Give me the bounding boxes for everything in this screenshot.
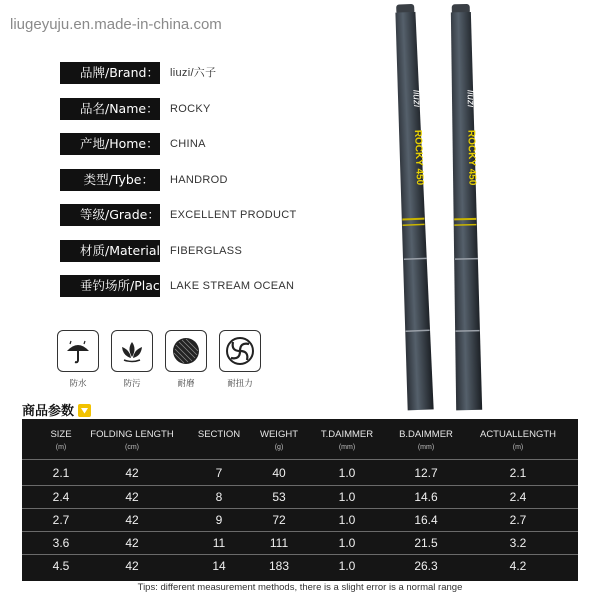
chevron-down-icon — [78, 404, 91, 417]
column-header: FOLDING LENGTH — [90, 429, 174, 440]
table-cell: 42 — [125, 466, 139, 480]
table-cell: 12.7 — [414, 466, 438, 480]
spec-row-home — [60, 133, 360, 155]
column-header: B.DAIMMER — [399, 429, 453, 440]
umbrella-icon — [57, 330, 99, 372]
table-cell: 3.6 — [52, 536, 70, 550]
table-cell: 42 — [125, 513, 139, 527]
row-divider — [22, 485, 578, 486]
spec-label: 材质/Material： — [60, 240, 160, 262]
table-cell: 2.1 — [509, 466, 527, 480]
rod-model-label: ROCKY 450 — [465, 129, 478, 186]
column-unit: (m) — [512, 444, 524, 451]
column-unit: (mm) — [338, 444, 356, 451]
params-table — [22, 419, 578, 581]
spec-label: 品牌/Brand： — [60, 62, 160, 84]
feature-wearproof — [164, 330, 208, 389]
feature-antifouling — [110, 330, 154, 389]
table-cell: 14 — [212, 559, 226, 573]
spec-row-grade — [60, 204, 360, 226]
tips-note: Tips: different measurement methods, there is a slight error is a normal range — [137, 582, 463, 593]
rod-right — [448, 4, 482, 410]
table-cell: 72 — [272, 513, 286, 527]
rod-left — [392, 4, 434, 411]
spec-value: FIBERGLASS — [170, 244, 243, 257]
spec-value: CHINA — [170, 138, 206, 150]
table-cell: 2.7 — [509, 513, 527, 527]
swirl-icon — [219, 330, 261, 372]
rod-brand-mark: liuzi — [410, 89, 423, 108]
spec-label: 类型/Tybe： — [60, 169, 160, 191]
row-divider — [22, 531, 578, 532]
column-unit: (mm) — [417, 444, 435, 451]
row-divider — [22, 508, 578, 509]
table-cell: 26.3 — [414, 559, 438, 573]
table-cell: 1.0 — [338, 536, 356, 550]
table-cell: 111 — [269, 536, 289, 550]
table-cell: 1.0 — [338, 466, 356, 480]
feature-label: 防水 — [69, 379, 87, 389]
column-header: T.DAIMMER — [320, 429, 374, 440]
watermark: liugeyuju.en.made-in-china.com — [10, 16, 222, 33]
table-cell: 2.1 — [52, 466, 70, 480]
column-unit: (g) — [274, 444, 284, 451]
table-cell: 42 — [125, 559, 139, 573]
spec-label: 品名/Name： — [60, 98, 160, 120]
table-cell: 16.4 — [414, 513, 438, 527]
feature-label: 耐磨 — [177, 379, 195, 389]
table-cell: 2.4 — [52, 490, 70, 504]
row-divider — [22, 554, 578, 555]
feature-label: 耐扭力 — [227, 379, 253, 389]
spec-row-type — [60, 169, 360, 191]
spec-row-place — [60, 275, 360, 297]
table-cell: 21.5 — [414, 536, 438, 550]
table-cell: 14.6 — [414, 490, 438, 504]
spec-label: 产地/Home： — [60, 133, 160, 155]
table-cell: 2.4 — [509, 490, 527, 504]
lotus-icon — [111, 330, 153, 372]
table-cell: 9 — [215, 513, 223, 527]
table-cell: 40 — [272, 466, 286, 480]
feature-torsion — [218, 330, 262, 389]
spec-row-material — [60, 240, 360, 262]
rod-model-label: ROCKY 450 — [411, 129, 426, 186]
table-cell: 7 — [215, 466, 223, 480]
column-unit: (cm) — [125, 444, 139, 451]
rod-brand-mark: liuzi — [464, 89, 476, 108]
table-cell: 3.2 — [509, 536, 527, 550]
row-divider — [22, 459, 578, 460]
feature-waterproof — [56, 330, 100, 389]
params-heading — [22, 400, 91, 419]
spec-value: HANDROD — [170, 173, 228, 186]
column-header: SIZE — [50, 429, 72, 440]
spec-value: ROCKY — [170, 102, 211, 115]
spec-value: LAKE STREAM OCEAN — [170, 280, 295, 292]
feature-label: 防污 — [123, 379, 141, 389]
spec-label: 垂钓场所/Place： — [60, 275, 160, 297]
params-title: 商品参数 — [22, 404, 75, 419]
table-cell: 183 — [268, 559, 290, 573]
rod-images — [320, 0, 520, 420]
table-cell: 8 — [215, 490, 223, 504]
table-cell: 2.7 — [52, 513, 70, 527]
table-cell: 4.5 — [52, 559, 70, 573]
table-cell: 1.0 — [338, 490, 356, 504]
spec-row-brand — [60, 62, 360, 84]
spec-value: liuzi/六子 — [170, 67, 217, 79]
table-cell: 1.0 — [338, 559, 356, 573]
table-cell: 42 — [125, 536, 139, 550]
spec-label: 等级/Grade： — [60, 204, 160, 226]
table-cell: 42 — [125, 490, 139, 504]
table-cell: 1.0 — [338, 513, 356, 527]
spec-row-name — [60, 98, 360, 120]
table-cell: 11 — [212, 536, 226, 550]
column-header: ACTUALLENGTH — [479, 429, 556, 440]
texture-circle-icon — [165, 330, 207, 372]
spec-value: EXCELLENT PRODUCT — [170, 209, 297, 221]
column-header: WEIGHT — [260, 429, 298, 440]
column-unit: (m) — [55, 444, 67, 451]
column-header: SECTION — [197, 429, 241, 440]
table-cell: 4.2 — [509, 559, 527, 573]
table-cell: 53 — [272, 490, 286, 504]
